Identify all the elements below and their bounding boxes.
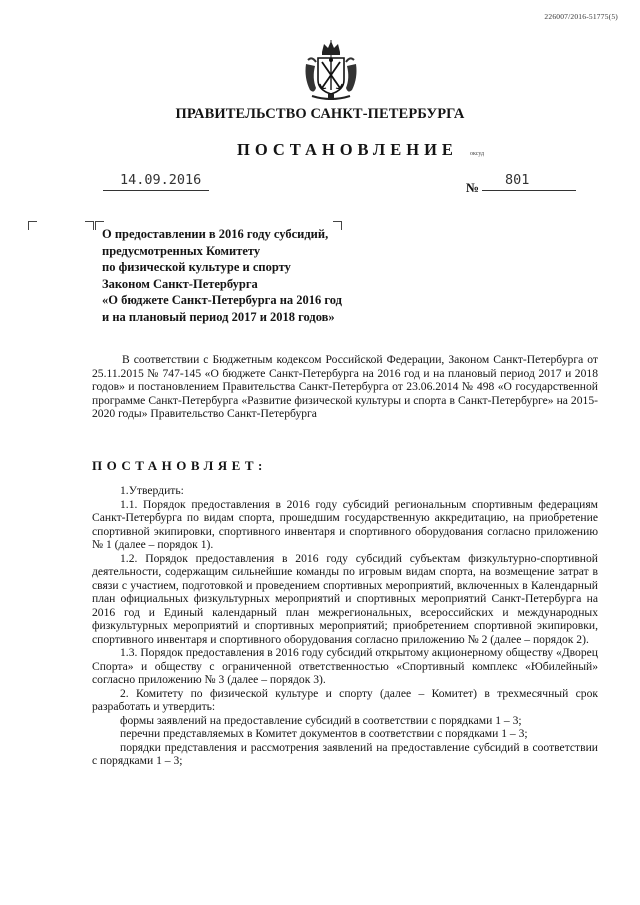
preamble-paragraph: В соответствии с Бюджетным кодексом Российской Федерации, Законом Санкт-Петербурга от 25.11.2015 № 747-145 «О бюджете Санкт-Петербурга на 2016 год и на плановый период 2017 и 2018 годов» и постановлением Правительства Санкт-Петербурга от 23.06.2014 № 498 «О государственной программе Санкт-Петербурга «Развитие физической культуры и спорта в Санкт-Петербурге» на 2015-2020 годы» Правительство Санкт-Петербурга <box>92 353 598 420</box>
resolution-subitem: порядки представления и рассмотрения заявлений на предоставление субсидий в соответствии с порядками 1 – 3; <box>92 740 598 767</box>
st-petersburg-coat-of-arms-icon <box>302 38 360 102</box>
resolution-item: 2. Комитету по физической культуре и спорту (далее – Комитет) в трехмесячный срок разработать и утвердить: <box>92 686 598 713</box>
document-number-label: № <box>466 180 480 195</box>
subject-line: О предоставлении в 2016 году субсидий, <box>102 227 329 241</box>
resolution-item: 1.2. Порядок предоставления в 2016 году субсидий субъектам физкультурно-спортивной деятельности, содержащим сильнейшие команды по игровым видам спорта, на возмещение затрат в связи с участием, подготовкой и проведением спортивных мероприятий, включенных в Календарный план официальных физкультурных мероприятий и спортивных мероприятий Санкт-Петербурга на 2016 год и Единый календарный план межрегиональных, всероссийских и международных физкультурных мероприятий и спортивных мероприятий; приобретением спортивной экипировки, спортивного инвентаря и спортивного оборудования согласно приложению № 2 (далее – порядок 2). <box>92 551 598 646</box>
resolution-subitem: перечни представляемых в Комитет документов в соответствии с порядками 1 – 3; <box>120 727 528 740</box>
document-type-title: ПОСТАНОВЛЕНИЕ <box>237 140 458 159</box>
subject-line: Законом Санкт-Петербурга <box>102 276 258 291</box>
subject-line: и на плановый период 2017 и 2018 годов» <box>102 309 335 324</box>
number-underline <box>482 190 576 191</box>
resolution-subitem: формы заявлений на предоставление субсидий в соответствии с порядками 1 – 3; <box>120 713 522 727</box>
corner-mark <box>28 221 37 230</box>
resolution-items <box>92 484 598 768</box>
resolution-item: 1.1. Порядок предоставления в 2016 году субсидий региональным спортивным федерациям Санкт-Петербурга по видам спорта, прошедшим государственную аккредитацию, на приобретение спортивной экипировки, спортивного инвентаря и спортивного оборудования согласно приложению № 1 (далее – порядок 1). <box>92 497 598 551</box>
document-number: 801 <box>505 172 530 188</box>
document-code: 226007/2016-51775(5) <box>544 12 618 21</box>
subject-line: по физической культуре и спорту <box>102 260 291 275</box>
subject-line: «О бюджете Санкт-Петербурга на 2016 год <box>102 293 342 308</box>
resolves-heading: ПОСТАНОВЛЯЕТ: <box>92 458 267 473</box>
resolution-item: 1.Утвердить: <box>120 484 184 497</box>
subject-line: предусмотренных Комитету <box>102 243 261 258</box>
resolution-item: 1.3. Порядок предоставления в 2016 году субсидий открытому акционерному обществу «Дворец Спорта» и обществу с ограниченной ответственностью «Спортивный комплекс «Юбилейный» согласно приложению № 3 (далее – порядок 3). <box>92 646 598 686</box>
document-type-note: оксуд <box>470 151 485 157</box>
document-date: 14.09.2016 <box>120 172 202 188</box>
date-underline <box>103 190 209 191</box>
government-title: ПРАВИТЕЛЬСТВО САНКТ-ПЕТЕРБУРГА <box>175 106 465 122</box>
corner-mark <box>85 221 94 230</box>
document-body <box>92 353 598 421</box>
document-subject <box>102 226 392 326</box>
